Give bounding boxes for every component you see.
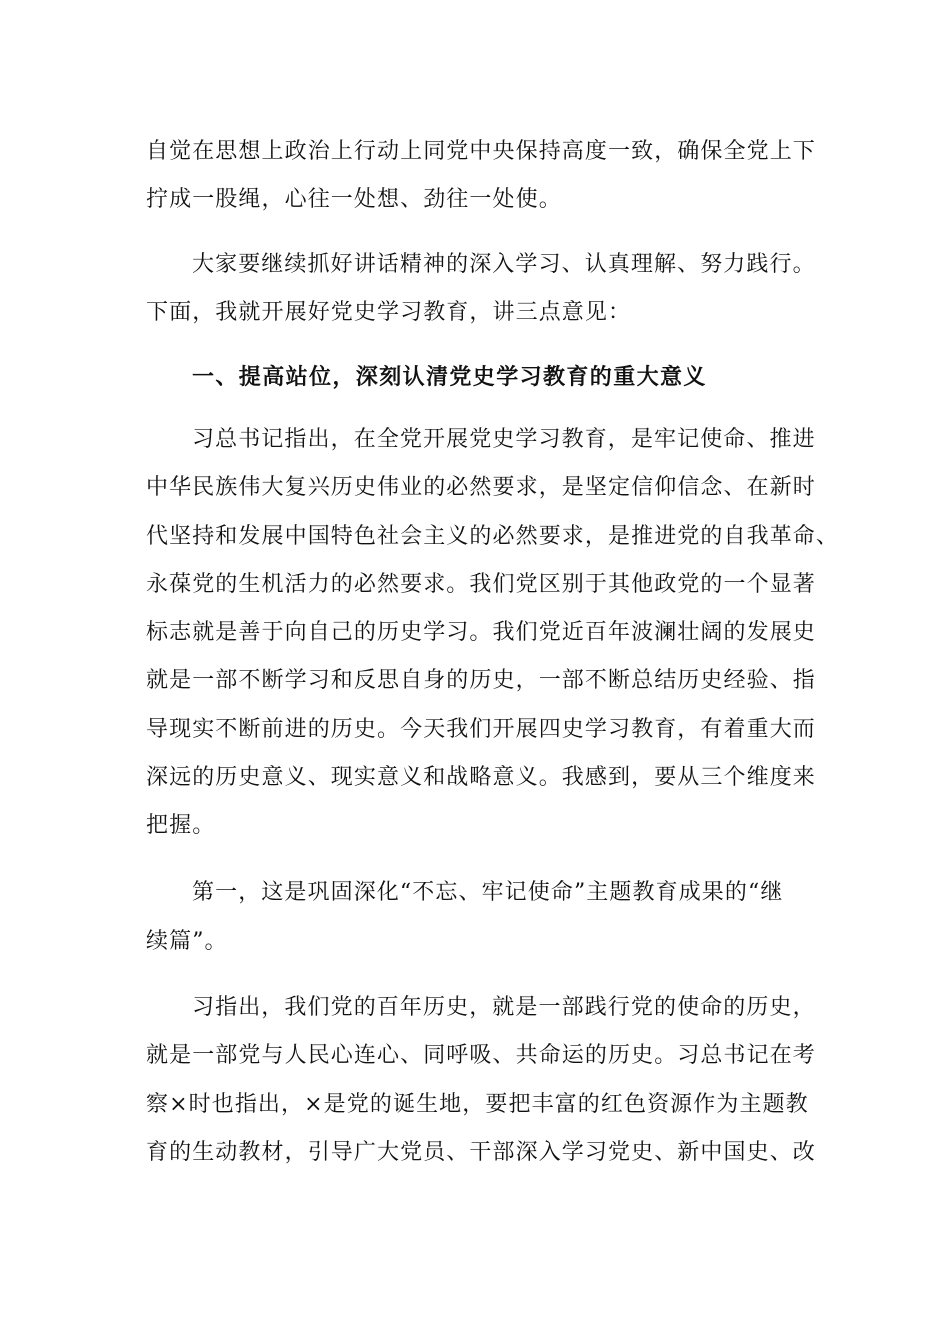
paragraph-3-line-7: 导现实不断前进的历史。今天我们开展四史学习教育，有着重大而 bbox=[146, 717, 816, 742]
section-heading-1: 一、提高站位，深刻认清党史学习教育的重大意义 bbox=[192, 365, 707, 390]
paragraph-3-line-3: 代坚持和发展中国特色社会主义的必然要求，是推进党的自我革命、 bbox=[146, 524, 840, 549]
paragraph-4-line-2: 续篇”。 bbox=[146, 929, 228, 954]
paragraph-3-line-5: 标志就是善于向自己的历史学习。我们党近百年波澜壮阔的发展史 bbox=[146, 620, 816, 645]
paragraph-2-line-1: 大家要继续抓好讲话精神的深入学习、认真理解、努力践行。 bbox=[192, 252, 816, 277]
paragraph-5-line-4: 育的生动教材，引导广大党员、干部深入学习党史、新中国史、改 bbox=[146, 1140, 816, 1165]
paragraph-2-line-2: 下面，我就开展好党史学习教育，讲三点意见： bbox=[146, 300, 632, 325]
paragraph-3-line-2: 中华民族伟大复兴历史伟业的必然要求，是坚定信仰信念、在新时 bbox=[146, 475, 816, 500]
paragraph-5-line-3: 察×时也指出，×是党的诞生地，要把丰富的红色资源作为主题教 bbox=[146, 1092, 809, 1117]
paragraph-5-line-2: 就是一部党与人民心连心、同呼吸、共命运的历史。习总书记在考 bbox=[146, 1043, 816, 1068]
paragraph-3-line-9: 把握。 bbox=[146, 813, 216, 838]
paragraph-1-line-1: 自觉在思想上政治上行动上同党中央保持高度一致，确保全党上下 bbox=[146, 139, 816, 164]
paragraph-4-line-1: 第一，这是巩固深化“不忘、牢记使命”主题教育成果的“继 bbox=[192, 880, 784, 905]
paragraph-5-line-1: 习指出，我们党的百年历史，就是一部践行党的使命的历史， bbox=[192, 995, 816, 1020]
paragraph-1-line-2: 拧成一股绳，心往一处想、劲往一处使。 bbox=[146, 187, 562, 212]
paragraph-3-line-6: 就是一部不断学习和反思自身的历史，一部不断总结历史经验、指 bbox=[146, 668, 816, 693]
paragraph-3-line-1: 习总书记指出，在全党开展党史学习教育，是牢记使命、推进 bbox=[192, 427, 816, 452]
paragraph-3-line-4: 永葆党的生机活力的必然要求。我们党区别于其他政党的一个显著 bbox=[146, 572, 816, 597]
paragraph-3-line-8: 深远的历史意义、现实意义和战略意义。我感到，要从三个维度来 bbox=[146, 765, 816, 790]
